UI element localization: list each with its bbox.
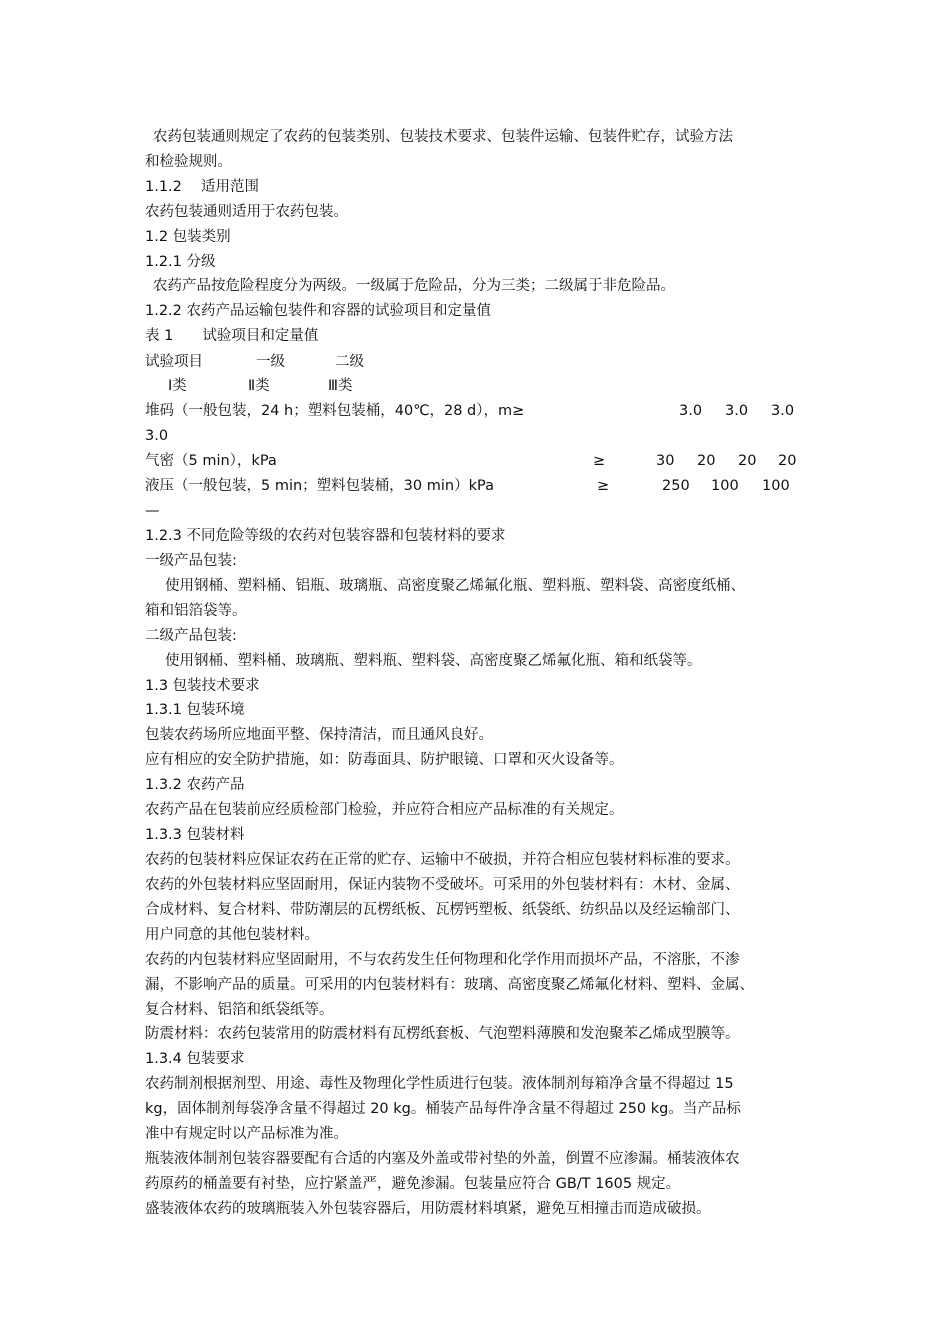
heading-1-2-3: 1.2.3 不同危险等级的农药对包装容器和包装材料的要求 [145,528,506,544]
paragraph-bottles-line2: 药原药的桶盖要有衬垫，应拧紧盖严，避免渗漏。包装量应符合 GB/T 1605 规定。 [145,1176,681,1192]
row-airtight-value-2: 20 [697,453,716,469]
heading-1-1-2: 1.1.2 适用范围 [145,179,260,195]
table-class-1: Ⅰ类 [168,378,187,394]
row-hydraulic-value-1: 250 [662,478,690,494]
paragraph-outer-materials-line1: 农药的外包装材料应坚固耐用，保证内装物不受破坏。可采用的外包装材料有：木材、金属、 [145,877,740,893]
table-caption: 表 1 试验项目和定量值 [145,328,319,344]
row-airtight-ge: ≥ [593,453,606,469]
row-stacking-value-1: 3.0 [679,403,703,419]
row-airtight-value-3: 20 [738,453,757,469]
paragraph-intro-line1: 农药包装通则规定了农药的包装类别、包装技术要求、包装件运输、包装件贮存，试验方法 [153,129,733,145]
heading-1-3: 1.3 包装技术要求 [145,678,260,694]
paragraph-requirements-line2: kg，固体制剂每袋净含量不得超过 20 kg。桶装产品每件净含量不得超过 250 kg。当产品标 [145,1101,741,1117]
heading-1-3-3: 1.3.3 包装材料 [145,827,245,843]
level1-packaging-line1: 使用钢桶、塑料桶、铝瓶、玻璃瓶、高密度聚乙烯氟化瓶、塑料瓶、塑料袋、高密度纸桶、 [165,578,745,594]
table-header-level2: 二级 [335,354,364,370]
heading-1-3-4: 1.3.4 包装要求 [145,1051,245,1067]
heading-1-2-2: 1.2.2 农药产品运输包装件和容器的试验项目和定量值 [145,303,492,319]
paragraph-requirements-line1: 农药制剂根据剂型、用途、毒性及物理化学性质进行包装。液体制剂每箱净含量不得超过 15 [145,1076,734,1092]
row-stacking-value-3: 3.0 [771,403,795,419]
table-class-3: Ⅲ类 [328,378,353,394]
row-stacking-value-4: 3.0 [145,428,169,444]
paragraph-environment-1: 包装农药场所应地面平整、保持清洁，而且通风良好。 [145,727,493,743]
paragraph-shockproof: 防震材料：农药包装常用的防震材料有瓦楞纸套板、气泡塑料薄膜和发泡聚苯乙烯成型膜等。 [145,1026,740,1042]
paragraph-requirements-line3: 准中有规定时以产品标准为准。 [145,1126,348,1142]
table-header-item: 试验项目 [145,354,203,370]
row-hydraulic-label: 液压（一般包装，5 min；塑料包装桶，30 min）kPa [145,478,494,494]
row-stacking-label: 堆码（一般包装，24 h；塑料包装桶，40℃，28 d），m≥ [145,403,525,419]
paragraph-outer-materials-line3: 用户同意的其他包装材料。 [145,927,319,943]
row-airtight-label: 气密（5 min），kPa [145,453,277,469]
row-hydraulic-value-2: 100 [711,478,739,494]
row-airtight-value-1: 30 [656,453,675,469]
paragraph-inner-materials-line3: 复合材料、铝箔和纸袋纸等。 [145,1002,334,1018]
table-class-2: Ⅱ类 [248,378,270,394]
paragraph-intro-line2: 和检验规则。 [145,154,232,170]
paragraph-bottles-line1: 瓶装液体制剂包装容器要配有合适的内塞及外盖或带衬垫的外盖，倒置不应渗漏。桶装液体农 [145,1151,740,1167]
row-hydraulic-value-4: — [145,503,160,519]
paragraph-glass-bottles: 盛装液体农药的玻璃瓶装入外包装容器后，用防震材料填紧，避免互相撞击而造成破损。 [145,1201,711,1217]
row-airtight-value-4: 20 [778,453,797,469]
paragraph-outer-materials-line2: 合成材料、复合材料、带防潮层的瓦楞纸板、瓦楞钙塑板、纸袋纸、纺织品以及经运输部门、 [145,902,740,918]
level1-packaging-title: 一级产品包装: [145,553,237,569]
row-hydraulic-ge: ≥ [597,478,610,494]
paragraph-materials-general: 农药的包装材料应保证农药在正常的贮存、运输中不破损，并符合相应包装材料标准的要求。 [145,852,740,868]
heading-1-2: 1.2 包装类别 [145,229,231,245]
level2-packaging-title: 二级产品包装: [145,628,237,644]
table-header-level1: 一级 [256,354,285,370]
level1-packaging-line2: 箱和铝箔袋等。 [145,603,247,619]
row-hydraulic-value-3: 100 [762,478,790,494]
paragraph-classification: 农药产品按危险程度分为两级。一级属于危险品，分为三类；二级属于非危险品。 [153,278,675,294]
paragraph-inner-materials-line2: 漏，不影响产品的质量。可采用的内包装材料有：玻璃、高密度聚乙烯氟化材料、塑料、金属、 [145,977,754,993]
paragraph-environment-2: 应有相应的安全防护措施，如：防毒面具、防护眼镜、口罩和灭火设备等。 [145,752,624,768]
paragraph-scope: 农药包装通则适用于农药包装。 [145,204,348,220]
heading-1-3-1: 1.3.1 包装环境 [145,702,245,718]
heading-1-2-1: 1.2.1 分级 [145,254,216,270]
paragraph-inner-materials-line1: 农药的内包装材料应坚固耐用，不与农药发生任何物理和化学作用而损坏产品，不溶胀，不渗 [145,952,740,968]
row-stacking-value-2: 3.0 [725,403,749,419]
level2-packaging-line1: 使用钢桶、塑料桶、玻璃瓶、塑料瓶、塑料袋、高密度聚乙烯氟化瓶、箱和纸袋等。 [165,653,702,669]
heading-1-3-2: 1.3.2 农药产品 [145,777,245,793]
paragraph-product: 农药产品在包装前应经质检部门检验，并应符合相应产品标准的有关规定。 [145,802,624,818]
